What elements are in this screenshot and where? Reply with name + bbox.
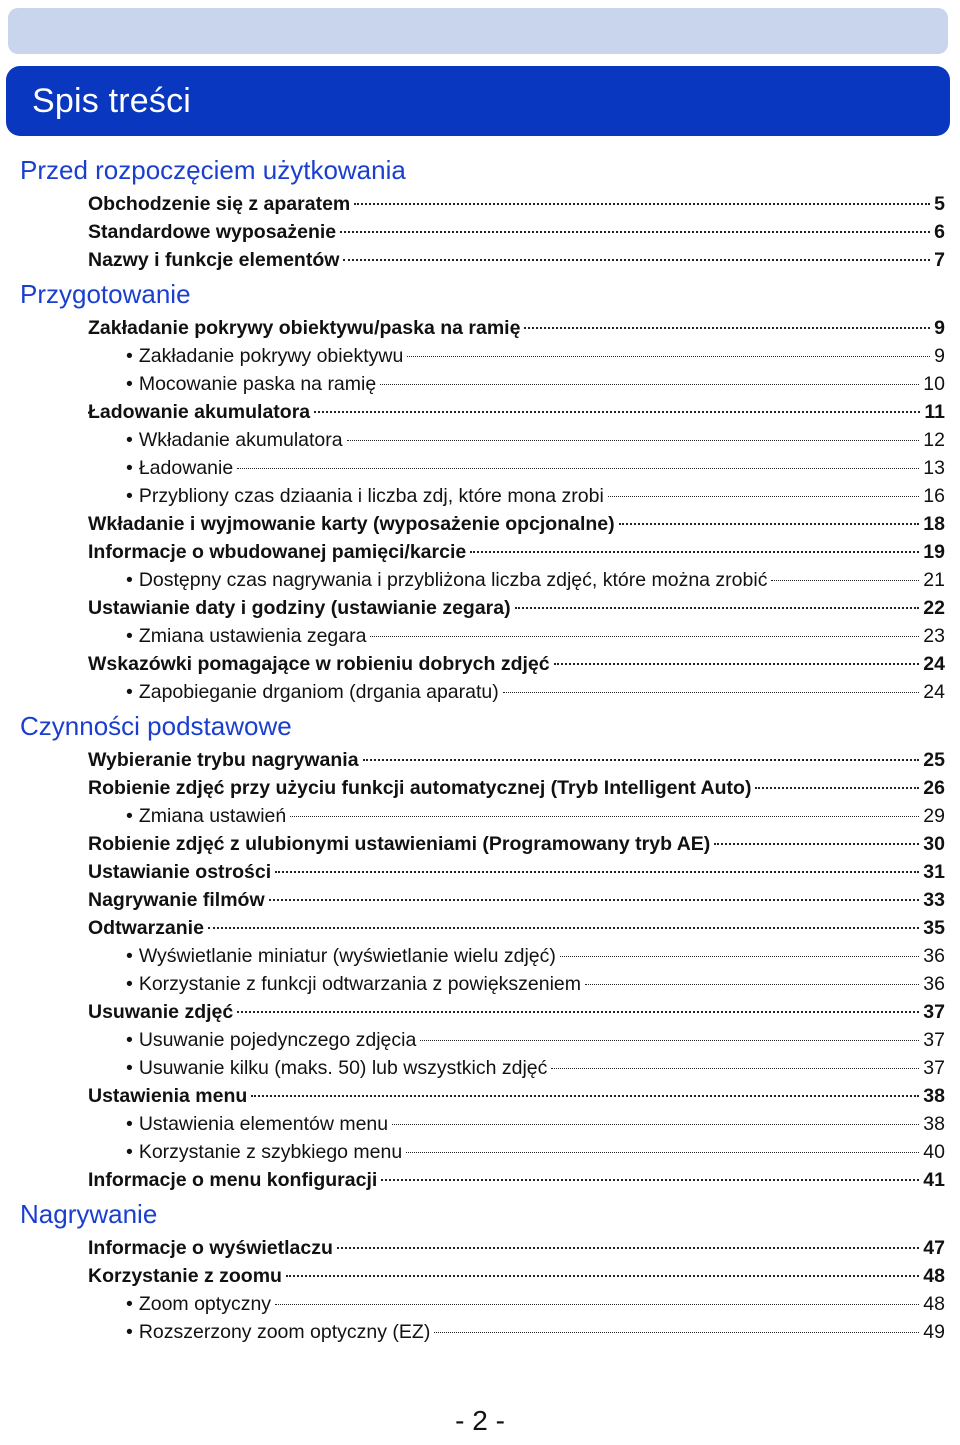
toc-entry-text: Informacje o wbudowanej pamięci/karcie <box>88 541 467 563</box>
toc-page-number: 49 <box>923 1321 945 1343</box>
dot-leader <box>380 384 919 385</box>
toc-entry-text: Usuwanie zdjęć <box>88 1001 234 1023</box>
toc-subentry[interactable] <box>126 1318 945 1346</box>
dot-leader <box>771 580 919 581</box>
dot-leader <box>269 899 920 901</box>
bullet-icon: • <box>126 945 133 967</box>
toc-entry-text: Odtwarzanie <box>88 917 204 939</box>
toc-subentry[interactable] <box>126 1054 945 1082</box>
dot-leader <box>420 1040 919 1041</box>
toc-page-number: 6 <box>934 221 945 243</box>
toc-entry-text: Ładowanie akumulatora <box>88 401 311 423</box>
toc-subentry[interactable] <box>126 342 945 370</box>
toc-page-number: 36 <box>923 945 945 967</box>
toc-entry-text: Zmiana ustawień <box>138 805 287 827</box>
toc-entry[interactable] <box>88 914 945 942</box>
bullet-icon: • <box>126 681 133 703</box>
toc-entry-text: Nazwy i funkcje elementów <box>88 249 340 271</box>
toc-page-number: 40 <box>923 1141 945 1163</box>
toc-entry-text: Wskazówki pomagające w robieniu dobrych zdjęć <box>88 653 550 675</box>
toc-entry[interactable] <box>88 1166 945 1194</box>
dot-leader <box>470 551 919 553</box>
bullet-icon: • <box>126 1113 133 1135</box>
toc-entry-text: Informacje o wyświetlaczu <box>88 1237 333 1259</box>
toc-subentry[interactable] <box>126 942 945 970</box>
toc-page-number: 18 <box>923 513 945 535</box>
bullet-icon: • <box>126 485 133 507</box>
toc-entry-text: Ustawianie daty i godziny (ustawianie zegara) <box>88 597 511 619</box>
toc-page-number: 38 <box>923 1085 945 1107</box>
toc-subentry[interactable] <box>126 1026 945 1054</box>
toc-page-number: 38 <box>923 1113 945 1135</box>
toc-page-number: 11 <box>924 401 945 423</box>
toc-entry-text: Dostępny czas nagrywania i przybliżona liczba zdjęć, które można zrobić <box>138 569 768 591</box>
dot-leader <box>434 1332 919 1333</box>
toc-page-number: 23 <box>923 625 945 647</box>
bullet-icon: • <box>126 973 133 995</box>
dot-leader <box>370 636 919 637</box>
dot-leader <box>619 523 920 525</box>
dot-leader <box>237 1011 919 1013</box>
toc-page-number: 25 <box>923 749 945 771</box>
toc-entry-text: Zmiana ustawienia zegara <box>138 625 367 647</box>
toc-entry-text: Korzystanie z zoomu <box>88 1265 282 1287</box>
toc-entry[interactable] <box>88 594 945 622</box>
section-title: Czynności podstawowe <box>20 711 292 741</box>
toc-subentry[interactable] <box>126 370 945 398</box>
toc-subentry[interactable] <box>126 1138 945 1166</box>
bullet-icon: • <box>126 1029 133 1051</box>
toc-page-number: 12 <box>923 429 945 451</box>
toc-entry-text: Ustawienia menu <box>88 1085 248 1107</box>
toc-page-number: 5 <box>934 193 945 215</box>
dot-leader <box>290 816 919 817</box>
toc-page-number: 47 <box>923 1237 945 1259</box>
toc-entry[interactable] <box>88 746 945 774</box>
top-band <box>8 8 948 54</box>
toc-page-number: 13 <box>923 457 945 479</box>
toc-entry-text: Zakładanie pokrywy obiektywu <box>138 345 404 367</box>
dot-leader <box>608 496 920 497</box>
toc-entry[interactable] <box>88 314 945 342</box>
toc-entry[interactable] <box>88 858 945 886</box>
toc-entry-text: Zoom optyczny <box>138 1293 272 1315</box>
toc-entry[interactable] <box>88 246 945 274</box>
toc-subentry[interactable] <box>126 566 945 594</box>
toc-subentry[interactable] <box>126 802 945 830</box>
toc-entry-text: Rozszerzony zoom optyczny (EZ) <box>138 1321 431 1343</box>
dot-leader <box>343 259 930 261</box>
toc-subentry[interactable] <box>126 482 945 510</box>
toc-page-number: 10 <box>923 373 945 395</box>
bullet-icon: • <box>126 1321 133 1343</box>
bullet-icon: • <box>126 1057 133 1079</box>
toc-entry-text: Usuwanie kilku (maks. 50) lub wszystkich zdjęć <box>138 1057 548 1079</box>
dot-leader <box>363 759 920 761</box>
toc-entry[interactable] <box>88 190 945 218</box>
toc-entry-text: Korzystanie z funkcji odtwarzania z powiększeniem <box>138 973 582 995</box>
dot-leader <box>347 440 920 441</box>
toc-page-number: 48 <box>923 1293 945 1315</box>
dot-leader <box>755 787 919 789</box>
toc-entry[interactable] <box>88 1262 945 1290</box>
dot-leader <box>714 843 919 845</box>
toc-entry[interactable] <box>88 998 945 1026</box>
bullet-icon: • <box>126 1293 133 1315</box>
toc-page-number: 36 <box>923 973 945 995</box>
dot-leader <box>515 607 920 609</box>
toc-entry[interactable] <box>88 218 945 246</box>
toc-entry[interactable] <box>88 650 945 678</box>
dot-leader <box>208 927 919 929</box>
toc-page-number: 37 <box>923 1029 945 1051</box>
toc-entry-text: Wyświetlanie miniatur (wyświetlanie wielu zdjęć) <box>138 945 556 967</box>
bullet-icon: • <box>126 805 133 827</box>
toc-page-number: 26 <box>923 777 945 799</box>
dot-leader <box>551 1068 919 1069</box>
toc-entry-text: Robienie zdjęć z ulubionymi ustawieniami (Programowany tryb AE) <box>88 833 711 855</box>
toc-page-number: 19 <box>923 541 945 563</box>
toc-entry-text: Korzystanie z szybkiego menu <box>138 1141 403 1163</box>
toc-subentry[interactable] <box>126 970 945 998</box>
dot-leader <box>381 1179 919 1181</box>
dot-leader <box>340 231 930 233</box>
title-bar <box>6 66 950 136</box>
section-title: Przed rozpoczęciem użytkowania <box>20 155 406 185</box>
bullet-icon: • <box>126 625 133 647</box>
toc-entry-text: Obchodzenie się z aparatem <box>88 193 351 215</box>
toc-page-number: 24 <box>923 653 945 675</box>
toc-entry-text: Usuwanie pojedynczego zdjęcia <box>138 1029 417 1051</box>
dot-leader <box>407 356 930 357</box>
dot-leader <box>354 203 930 205</box>
toc-entry[interactable] <box>88 886 945 914</box>
toc-page-number: 33 <box>923 889 945 911</box>
toc-page-number: 48 <box>923 1265 945 1287</box>
bullet-icon: • <box>126 429 133 451</box>
bullet-icon: • <box>126 1141 133 1163</box>
toc-entry[interactable] <box>88 510 945 538</box>
page-number: - 2 - <box>455 1405 505 1436</box>
toc-entry-text: Nagrywanie filmów <box>88 889 265 911</box>
bullet-icon: • <box>126 345 133 367</box>
bullet-icon: • <box>126 373 133 395</box>
dot-leader <box>314 411 920 413</box>
toc-page-number: 35 <box>923 917 945 939</box>
toc-subentry[interactable] <box>126 426 945 454</box>
toc-entry-text: Robienie zdjęć przy użyciu funkcji automatycznej (Tryb Intelligent Auto) <box>88 777 752 799</box>
toc-entry-text: Mocowanie paska na ramię <box>138 373 377 395</box>
toc-entry[interactable] <box>88 774 945 802</box>
toc-entry-text: Wkładanie i wyjmowanie karty (wyposażenie opcjonalne) <box>88 513 615 535</box>
toc-page-number: 21 <box>923 569 945 591</box>
dot-leader <box>554 663 920 665</box>
dot-leader <box>237 468 919 469</box>
toc-entry-text: Standardowe wyposażenie <box>88 221 337 243</box>
toc-page-number: 7 <box>934 249 945 271</box>
toc-page-number: 30 <box>923 833 945 855</box>
toc-entry-text: Wkładanie akumulatora <box>138 429 343 451</box>
toc-entry[interactable] <box>88 830 945 858</box>
toc-entry-text: Ustawianie ostrości <box>88 861 272 883</box>
dot-leader <box>503 692 920 693</box>
toc-entry-text: Zapobieganie drganiom (drgania aparatu) <box>138 681 499 703</box>
bullet-icon: • <box>126 457 133 479</box>
toc-subentry[interactable] <box>126 454 945 482</box>
toc-page-number: 37 <box>923 1057 945 1079</box>
dot-leader <box>524 327 930 329</box>
section-title: Nagrywanie <box>20 1199 158 1229</box>
page-title: Spis treści <box>32 82 192 120</box>
dot-leader <box>275 871 919 873</box>
toc-page-number: 37 <box>923 1001 945 1023</box>
toc-subentry[interactable] <box>126 1110 945 1138</box>
toc-page-number: 16 <box>923 485 945 507</box>
toc-page-number: 41 <box>923 1169 945 1191</box>
toc-entry[interactable] <box>88 1082 945 1110</box>
toc-entry[interactable] <box>88 398 945 426</box>
toc-entry-text: Wybieranie trybu nagrywania <box>88 749 359 771</box>
toc-subentry[interactable] <box>126 622 945 650</box>
dot-leader <box>275 1304 919 1305</box>
dot-leader <box>585 984 919 985</box>
dot-leader <box>406 1152 919 1153</box>
toc-page-number: 22 <box>923 597 945 619</box>
dot-leader <box>392 1124 919 1125</box>
toc-entry-text: Informacje o menu konfiguracji <box>88 1169 378 1191</box>
toc-page-number: 9 <box>934 317 945 339</box>
toc-subentry[interactable] <box>126 678 945 706</box>
dot-leader <box>286 1275 919 1277</box>
toc-entry[interactable] <box>88 1234 945 1262</box>
toc-page-number: 24 <box>923 681 945 703</box>
table-of-contents <box>0 150 960 1346</box>
toc-page-number: 9 <box>934 345 945 367</box>
dot-leader <box>251 1095 919 1097</box>
dot-leader <box>337 1247 919 1249</box>
toc-entry-text: Ustawienia elementów menu <box>138 1113 389 1135</box>
toc-subentry[interactable] <box>126 1290 945 1318</box>
section-title: Przygotowanie <box>20 279 191 309</box>
toc-entry-text: Zakładanie pokrywy obiektywu/paska na ramię <box>88 317 521 339</box>
toc-entry-text: Ładowanie <box>138 457 234 479</box>
toc-entry-text: Przybliony czas dziaania i liczba zdj, które mona zrobi <box>138 485 604 507</box>
toc-entry[interactable] <box>88 538 945 566</box>
bullet-icon: • <box>126 569 133 591</box>
toc-page-number: 31 <box>923 861 945 883</box>
dot-leader <box>560 956 919 957</box>
toc-page-number: 29 <box>923 805 945 827</box>
